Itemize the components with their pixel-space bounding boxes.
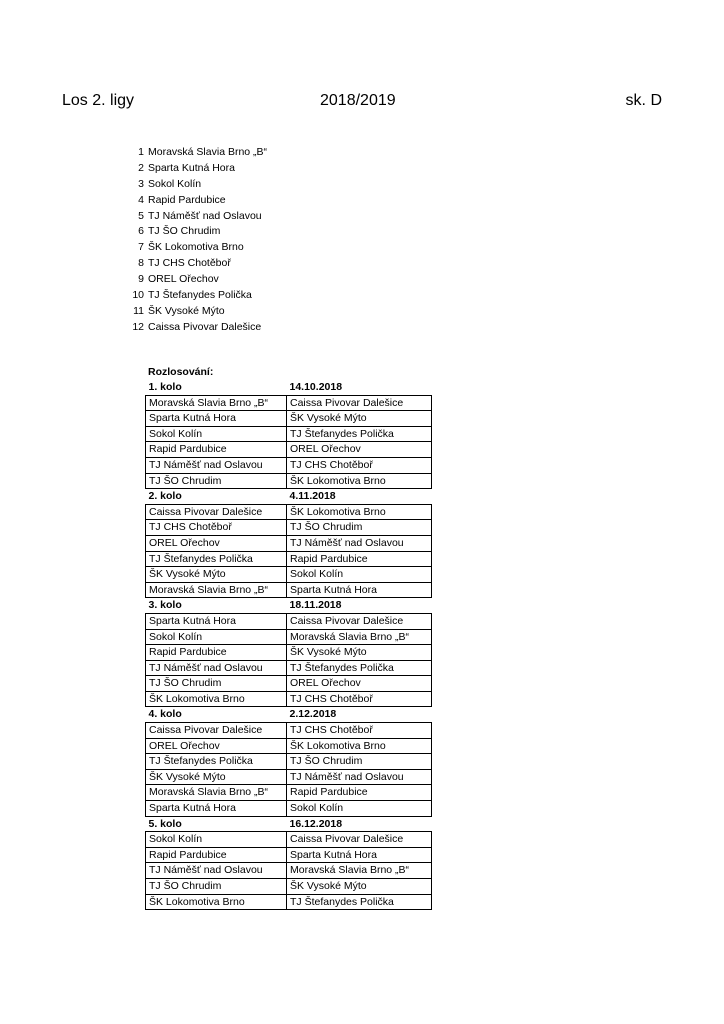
away-team: TJ Štefanydes Polička bbox=[287, 894, 432, 910]
home-team: Moravská Slavia Brno „B“ bbox=[146, 582, 287, 598]
team-name: Sokol Kolín bbox=[148, 177, 202, 190]
team-list-item bbox=[120, 320, 267, 336]
round-header bbox=[146, 380, 432, 395]
team-name: OREL Ořechov bbox=[148, 273, 219, 286]
team-number: 5 bbox=[138, 209, 144, 222]
match-row bbox=[146, 785, 432, 801]
home-team: Rapid Pardubice bbox=[146, 847, 287, 863]
match-row bbox=[146, 645, 432, 661]
home-team: Sparta Kutná Hora bbox=[146, 613, 287, 629]
team-name: Caissa Pivovar Dalešice bbox=[148, 320, 262, 333]
away-team: ŠK Lokomotiva Brno bbox=[287, 504, 432, 520]
home-team: TJ CHS Chotěboř bbox=[146, 520, 287, 536]
home-team: Sokol Kolín bbox=[146, 832, 287, 848]
round-header bbox=[146, 707, 432, 723]
team-number: 6 bbox=[138, 225, 144, 238]
team-list-item bbox=[120, 224, 267, 240]
away-team: TJ Štefanydes Polička bbox=[287, 426, 432, 442]
away-team: OREL Ořechov bbox=[287, 676, 432, 692]
away-team: ŠK Vysoké Mýto bbox=[287, 645, 432, 661]
match-row bbox=[146, 660, 432, 676]
match-row bbox=[146, 567, 432, 583]
round-label: 2. kolo bbox=[148, 490, 182, 503]
team-list bbox=[120, 145, 267, 336]
team-name: Moravská Slavia Brno „B“ bbox=[148, 146, 268, 158]
match-row bbox=[146, 395, 432, 411]
team-list-item bbox=[120, 177, 267, 193]
home-team: TJ Štefanydes Polička bbox=[146, 754, 287, 770]
match-row bbox=[146, 442, 432, 458]
team-list-item bbox=[120, 256, 267, 272]
match-row bbox=[146, 723, 432, 739]
team-name: Rapid Pardubice bbox=[148, 193, 226, 206]
team-number: 7 bbox=[138, 241, 144, 254]
home-team: TJ ŠO Chrudim bbox=[146, 473, 287, 489]
team-number: 2 bbox=[138, 161, 144, 174]
match-row bbox=[146, 894, 432, 910]
round-label: 4. kolo bbox=[148, 708, 182, 721]
team-list-item bbox=[120, 272, 267, 288]
home-team: Sparta Kutná Hora bbox=[146, 801, 287, 817]
team-name: TJ Náměšť nad Oslavou bbox=[148, 209, 262, 222]
round-header bbox=[146, 489, 432, 505]
team-name: ŠK Vysoké Mýto bbox=[148, 304, 225, 317]
round-label: 5. kolo bbox=[148, 817, 182, 830]
home-team: ŠK Lokomotiva Brno bbox=[146, 894, 287, 910]
away-team: Sparta Kutná Hora bbox=[287, 582, 432, 598]
away-team: Caissa Pivovar Dalešice bbox=[287, 613, 432, 629]
away-team: Moravská Slavia Brno „B“ bbox=[287, 863, 432, 879]
away-team: ŠK Vysoké Mýto bbox=[287, 411, 432, 427]
team-name: TJ CHS Chotěboř bbox=[148, 257, 231, 270]
match-row bbox=[146, 738, 432, 754]
home-team: Moravská Slavia Brno „B“ bbox=[146, 785, 287, 801]
match-row bbox=[146, 535, 432, 551]
away-team: TJ ŠO Chrudim bbox=[287, 754, 432, 770]
home-team: TJ Náměšť nad Oslavou bbox=[146, 863, 287, 879]
match-row bbox=[146, 676, 432, 692]
home-team: OREL Ořechov bbox=[146, 535, 287, 551]
match-row bbox=[146, 520, 432, 536]
away-team: TJ Náměšť nad Oslavou bbox=[287, 535, 432, 551]
team-number: 9 bbox=[138, 273, 144, 286]
home-team: Moravská Slavia Brno „B“ bbox=[146, 395, 287, 411]
away-team: Sokol Kolín bbox=[287, 567, 432, 583]
team-list-item bbox=[120, 288, 267, 304]
team-list-item bbox=[120, 145, 267, 161]
away-team: ŠK Lokomotiva Brno bbox=[287, 738, 432, 754]
team-number: 4 bbox=[138, 193, 144, 206]
schedule bbox=[145, 364, 432, 910]
away-team: TJ ŠO Chrudim bbox=[287, 520, 432, 536]
team-list-item bbox=[120, 304, 267, 320]
away-team: OREL Ořechov bbox=[287, 442, 432, 458]
round-label: 1. kolo bbox=[148, 381, 182, 393]
home-team: Caissa Pivovar Dalešice bbox=[146, 723, 287, 739]
team-number: 11 bbox=[133, 304, 144, 317]
round-date: 16.12.2018 bbox=[289, 817, 343, 830]
group-label: sk. D bbox=[625, 92, 662, 109]
match-row bbox=[146, 504, 432, 520]
home-team: Rapid Pardubice bbox=[146, 645, 287, 661]
match-row bbox=[146, 411, 432, 427]
team-number: 10 bbox=[132, 289, 144, 302]
away-team: Rapid Pardubice bbox=[287, 785, 432, 801]
match-row bbox=[146, 473, 432, 489]
home-team: TJ Náměšť nad Oslavou bbox=[146, 660, 287, 676]
team-name: TJ Štefanydes Polička bbox=[148, 289, 252, 302]
home-team: TJ Štefanydes Polička bbox=[146, 551, 287, 567]
team-number: 12 bbox=[132, 320, 144, 333]
schedule-title: Rozlosování: bbox=[148, 366, 214, 378]
away-team: TJ Náměšť nad Oslavou bbox=[287, 769, 432, 785]
home-team: TJ ŠO Chrudim bbox=[146, 879, 287, 895]
home-team: Sokol Kolín bbox=[146, 629, 287, 645]
away-team: Sokol Kolín bbox=[287, 801, 432, 817]
team-name: TJ ŠO Chrudim bbox=[148, 225, 221, 238]
team-number: 1 bbox=[138, 146, 144, 158]
match-row bbox=[146, 629, 432, 645]
match-row bbox=[146, 457, 432, 473]
round-label: 3. kolo bbox=[148, 599, 182, 612]
round-date: 14.10.2018 bbox=[289, 381, 343, 393]
home-team: TJ Náměšť nad Oslavou bbox=[146, 457, 287, 473]
home-team: Caissa Pivovar Dalešice bbox=[146, 504, 287, 520]
team-list-item bbox=[120, 209, 267, 225]
home-team: ŠK Vysoké Mýto bbox=[146, 567, 287, 583]
away-team: Rapid Pardubice bbox=[287, 551, 432, 567]
away-team: Moravská Slavia Brno „B“ bbox=[287, 629, 432, 645]
round-header bbox=[146, 816, 432, 832]
match-row bbox=[146, 691, 432, 707]
home-team: ŠK Lokomotiva Brno bbox=[146, 691, 287, 707]
match-row bbox=[146, 863, 432, 879]
away-team: TJ CHS Chotěboř bbox=[287, 723, 432, 739]
away-team: TJ Štefanydes Polička bbox=[287, 660, 432, 676]
home-team: TJ ŠO Chrudim bbox=[146, 676, 287, 692]
home-team: Sokol Kolín bbox=[146, 426, 287, 442]
away-team: TJ CHS Chotěboř bbox=[287, 691, 432, 707]
team-name: ŠK Lokomotiva Brno bbox=[148, 241, 244, 254]
team-list-item bbox=[120, 240, 267, 256]
team-number: 3 bbox=[138, 177, 144, 190]
away-team: TJ CHS Chotěboř bbox=[287, 457, 432, 473]
match-row bbox=[146, 769, 432, 785]
match-row bbox=[146, 847, 432, 863]
round-date: 18.11.2018 bbox=[289, 599, 342, 612]
match-row bbox=[146, 551, 432, 567]
team-list-item bbox=[120, 193, 267, 209]
team-list-item bbox=[120, 161, 267, 177]
match-row bbox=[146, 613, 432, 629]
home-team: Sparta Kutná Hora bbox=[146, 411, 287, 427]
match-row bbox=[146, 832, 432, 848]
round-header bbox=[146, 598, 432, 614]
home-team: ŠK Vysoké Mýto bbox=[146, 769, 287, 785]
away-team: ŠK Lokomotiva Brno bbox=[287, 473, 432, 489]
away-team: Sparta Kutná Hora bbox=[287, 847, 432, 863]
page-header bbox=[62, 92, 662, 114]
team-name: Sparta Kutná Hora bbox=[148, 161, 235, 174]
away-team: Caissa Pivovar Dalešice bbox=[287, 395, 432, 411]
match-row bbox=[146, 426, 432, 442]
home-team: OREL Ořechov bbox=[146, 738, 287, 754]
round-date: 4.11.2018 bbox=[289, 490, 336, 503]
match-row bbox=[146, 582, 432, 598]
match-row bbox=[146, 801, 432, 817]
schedule-table bbox=[145, 380, 432, 910]
team-number: 8 bbox=[138, 257, 144, 270]
home-team: Rapid Pardubice bbox=[146, 442, 287, 458]
match-row bbox=[146, 879, 432, 895]
season-label: 2018/2019 bbox=[320, 92, 396, 109]
away-team: Caissa Pivovar Dalešice bbox=[287, 832, 432, 848]
away-team: ŠK Vysoké Mýto bbox=[287, 879, 432, 895]
league-title: Los 2. ligy bbox=[62, 92, 135, 109]
match-row bbox=[146, 754, 432, 770]
round-date: 2.12.2018 bbox=[289, 708, 337, 721]
